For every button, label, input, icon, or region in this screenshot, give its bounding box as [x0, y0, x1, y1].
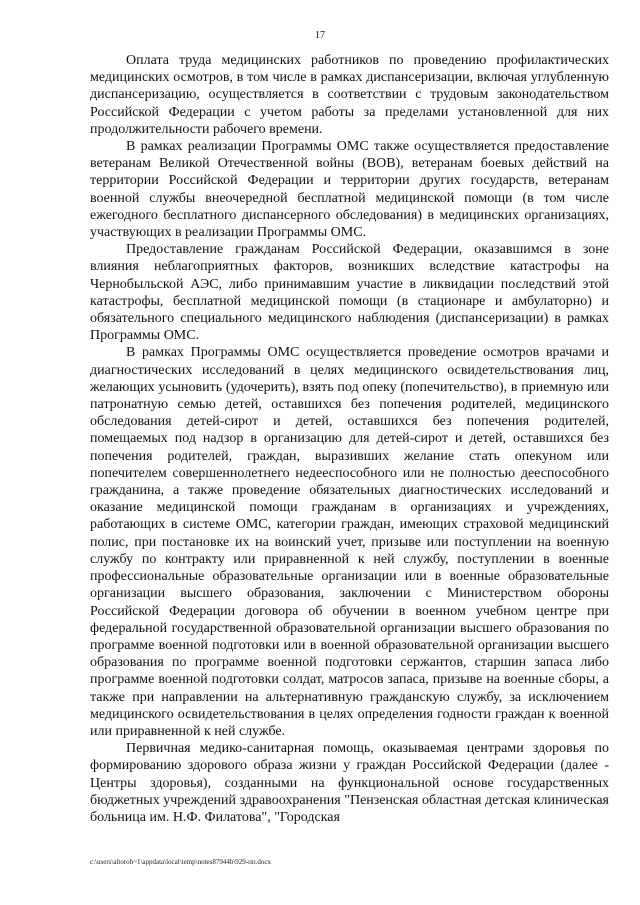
- footer-file-path: c:\users\altoroh~1\appdata\local\temp\notes87944b\929-пп.docx: [90, 858, 271, 866]
- page-number: 17: [315, 30, 325, 41]
- paragraph-1: Оплата труда медицинских работников по проведению профилактических медицинских осмотров, в том числе в рамках диспансеризации, включая углубленную диспансеризацию, осуществляется в соответствии с трудовым законодательством Российской Федерации с учетом работы за пределами установленной для них продолжительности рабочего времени.: [90, 53, 609, 137]
- paragraph-2: В рамках реализации Программы ОМС также осуществляется предоставление ветеранам Великой Отечественной войны (ВОВ), ветеранам боевых действий на территории Российской Федерации и территории других государств, ветеранам военной службы внеочередной бесплатной медицинской помощи (в том числе ежегодного бесплатного диспансерного обследования) в медицинских организациях, участвующих в реализации Программы ОМС.: [90, 139, 609, 241]
- paragraph-4: В рамках Программы ОМС осуществляется проведение осмотров врачами и диагностических исследований в целях медицинского освидетельствования лиц, желающих усыновить (удочерить), взять под опеку (попечительство), в приемную или патронатную семью детей, оставшихся без попечения родителей, медицинского обследования детей-сирот и детей, оставшихся без попечения родителей, помещаемых под надзор в организацию для детей-сирот и детей, оставшихся без попечения родителей, граждан, выразивших желание стать опекуном или попечителем совершеннолетнего недееспособного или не полностью дееспособного гражданина, а также проведение обязательных диагностических исследований и оказание медицинской помощи гражданам в организациях и учреждениях, работающих в системе ОМС, категории граждан, имеющих страховой медицинский полис, при постановке их на воинский учет, призыве или поступлении на военную службу по контракту или приравненной к ней службу, поступлении в военные профессиональные образовательные организации или в военные образовательные организации высшего образования, заключении с Министерством обороны Российской Федерации договора об обучении в военном учебном центре при федеральной государственной образовательной организации высшего образования по программе военной подготовки или в военной образовательной организации высшего образования по программе военной подготовки сержантов, старшин запаса либо программе военной подготовки солдат, матросов запаса, призыве на военные сборы, а также при направлении на альтернативную гражданскую службу, за исключением медицинского освидетельствования в целях определения годности граждан к военной или приравненной к ней службе.: [90, 345, 609, 739]
- document-body: [90, 52, 609, 826]
- paragraph-5: Первичная медико-санитарная помощь, оказываемая центрами здоровья по формированию здорового образа жизни у граждан Российской Федерации (далее - Центры здоровья), созданными на функциональной основе государственных бюджетных учреждений здравоохранения "Пензенская областная детская клиническая больница им. Н.Ф. Филатова", "Городская: [90, 741, 609, 825]
- paragraph-3: Предоставление гражданам Российской Федерации, оказавшимся в зоне влияния неблагоприятных факторов, возникших вследствие катастрофы на Чернобыльской АЭС, либо принимавшим участие в ликвидации последствий этой катастрофы, бесплатной медицинской помощи (в стационаре и амбулаторно) и обязательного специального медицинского наблюдения (диспансеризации) в рамках Программы ОМС.: [90, 242, 609, 344]
